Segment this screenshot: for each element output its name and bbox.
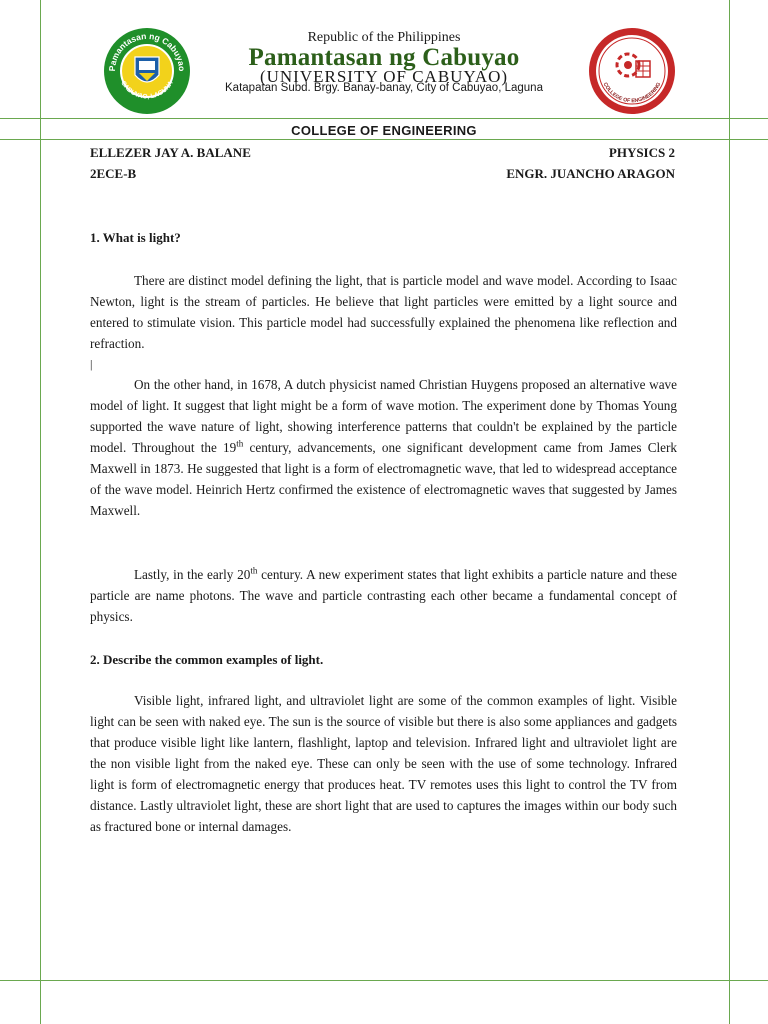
student-name: ELLEZER JAY A. BALANE	[90, 145, 251, 160]
header-divider-bottom	[0, 139, 768, 140]
right-margin-line	[729, 0, 730, 1024]
header-divider-top	[0, 118, 768, 119]
question-1-title: 1. What is light?	[90, 230, 181, 245]
text-cursor: |	[90, 357, 93, 371]
seal-top-text: Pamantasan ng Cabuyao	[106, 30, 188, 72]
republic-heading: Republic of the Philippines	[307, 30, 461, 45]
answer-paragraph	[90, 270, 677, 354]
university-address: Katapatan Subd. Brgy. Banay-banay, City of Cabuyao, Laguna	[225, 82, 543, 94]
paragraph-4: Visible light, infrared light, and ultraviolet light are some of the common examples of light. Visible light can be seen with naked eye. The sun is the source of visible but there is also some appliances and gadgets that produce visible light like lantern, flashlight, laptop and television. Infrared light and ultraviolet light are the non visible light from the naked eye. These can only be seen with the use of some technology. Infrared light is form of electromagnetic energy that produces heat. TV remotes uses this light to control the TV from distance. Lastly ultraviolet light, these are short light that are used to captures the images within our body such as fractured bone or internal damages.	[90, 693, 677, 834]
section-name: 2ECE-B	[90, 166, 137, 181]
answer-paragraph	[90, 564, 677, 627]
answer-paragraph	[90, 374, 677, 521]
university-subtitle: (UNIVERSITY OF CABUYAO)	[259, 67, 509, 86]
left-margin-line	[40, 0, 41, 1024]
paragraph-1: There are distinct model defining the light, that is particle model and wave model. According to Isaac Newton, light is the stream of particles. He believe that light particles were emitted by a light source and entered to stimulate vision. This particle model had successfully explained the phenomena like reflection and refraction.	[90, 273, 677, 351]
college-heading: COLLEGE OF ENGINEERING	[291, 123, 477, 138]
university-name: Pamantasan ng Cabuyao	[248, 44, 520, 71]
seal-bottom-text: CABUYAO, LAGUNA	[119, 79, 175, 101]
seal-ring-text: COLLEGE OF ENGINEERING	[601, 81, 663, 105]
question-2-title: 2. Describe the common examples of light.	[90, 652, 324, 667]
instructor-name: ENGR. JUANCHO ARAGON	[506, 166, 675, 181]
footer-line	[0, 980, 768, 981]
paragraph-2: On the other hand, in 1678, A dutch physicist named Christian Huygens proposed an alternative wave model of light. It suggest that light might be a form of wave motion. The experiment done by Thomas Young supported the wave nature of light, showing interference patterns that couldn't be explained by the particle model. Throughout the 19th century, advancements, one significant development came from James Clerk Maxwell in 1873. He suggested that light is a form of electromagnetic wave, that led to widespread acceptance of the wave model. Heinrich Hertz confirmed the existence of electromagnetic waves that suggested by James Maxwell.	[90, 377, 677, 518]
subject-name: PHYSICS 2	[608, 145, 675, 160]
answer-paragraph	[90, 690, 677, 837]
paragraph-3: Lastly, in the early 20th century. A new experiment states that light exhibits a particle nature and these particle are name photons. The wave and particle contrasting each other became a fundamental concept of physics.	[90, 565, 677, 624]
